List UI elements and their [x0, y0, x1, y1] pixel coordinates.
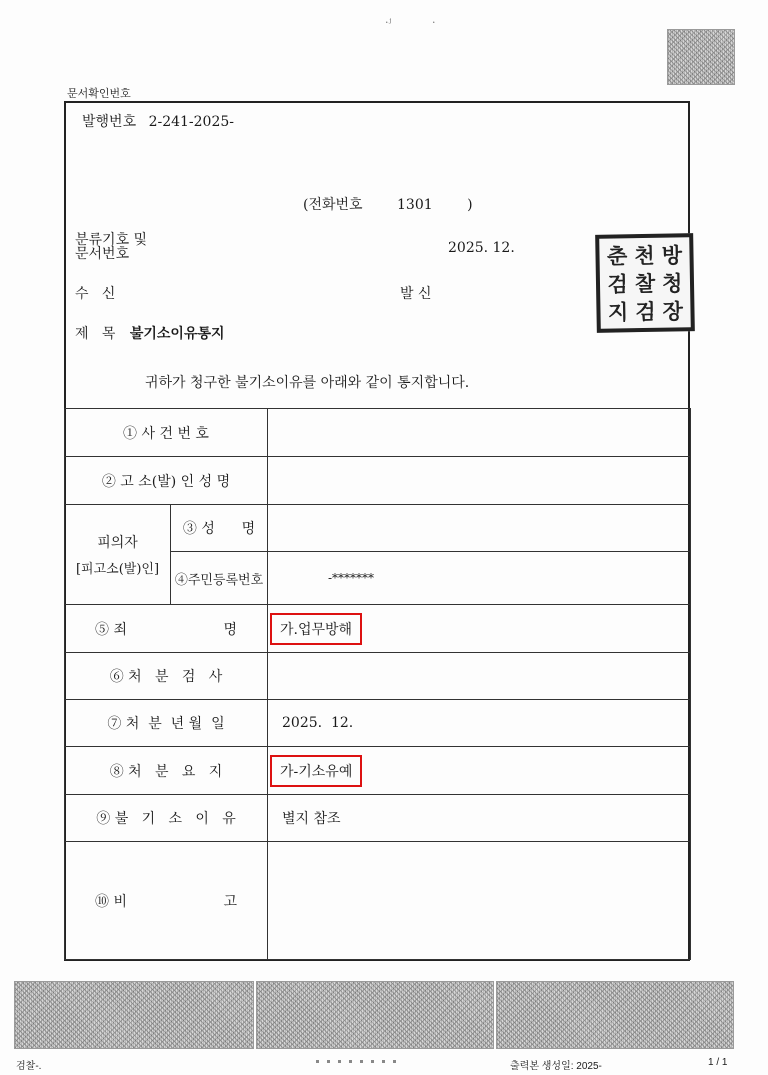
suspect-label-line2: [피고소(발)인]: [75, 562, 160, 577]
doc-confirm-label: 문서확인번호: [67, 87, 131, 100]
seal-char: 지: [607, 300, 629, 325]
seal-char: 방: [661, 243, 683, 268]
official-seal: [595, 233, 695, 333]
disposition-summary-value: 가-기소유예: [270, 755, 362, 787]
table-row: [65, 505, 691, 552]
sender-label: 발 신: [400, 286, 432, 302]
issue-number-label: 발행번호: [82, 114, 137, 130]
reason-value: 별지 참조: [268, 795, 691, 842]
qr-code-top: [667, 29, 735, 85]
seal-char: 춘: [606, 244, 628, 269]
prosecutor-label: ⑥ 처 분 검 사: [65, 653, 268, 700]
remarks-label-2: 고: [223, 893, 237, 910]
resident-id-value: -*******: [268, 552, 691, 605]
table-row: [65, 747, 691, 795]
disposition-date-label: ⑦ 처 분 년 월 일: [65, 700, 268, 747]
suspect-group-label: [65, 505, 171, 605]
qr-strip-right: [496, 981, 734, 1049]
verification-dots: [312, 1048, 400, 1067]
classification-label: [75, 233, 147, 261]
classification-label-line1: 분류기호 및: [75, 232, 148, 248]
resident-id-label: ④주민등록번호: [171, 552, 268, 605]
classification-label-line2: 문서번호: [75, 246, 130, 262]
qr-strip-left: [14, 981, 254, 1049]
name-value: [268, 505, 691, 552]
table-row: [65, 605, 691, 653]
prosecutor-value: [268, 653, 691, 700]
seal-char: 검: [635, 299, 656, 325]
charge-value: 가.업무방해: [270, 613, 362, 645]
table-row: [65, 457, 691, 505]
name-label: ③ 성 명: [171, 505, 268, 552]
case-number-value: [268, 409, 691, 457]
phone-value: 1301: [397, 197, 433, 213]
scan-mark: ·ʲ: [385, 16, 392, 29]
remarks-value: [268, 842, 691, 960]
phone-close: ): [467, 197, 473, 213]
disposition-summary-cell: [268, 747, 691, 795]
page-number: 1 / 1: [708, 1057, 728, 1068]
table-row: [65, 842, 691, 960]
disposition-summary-label: ⑧ 처 분 요 지: [65, 747, 268, 795]
recipient-label: 수 신: [75, 286, 116, 302]
remarks-label: [65, 842, 268, 960]
disposition-date-value: 2025. 12.: [268, 700, 691, 747]
intro-sentence: 귀하가 청구한 불기소이유를 아래와 같이 통지합니다.: [145, 375, 470, 391]
seal-char: 장: [662, 299, 684, 324]
table-row: [65, 795, 691, 842]
seal-char: 천: [634, 243, 655, 269]
qr-strip-middle: [256, 981, 494, 1049]
document-date: 2025. 12.: [448, 240, 515, 256]
table-row: [65, 700, 691, 747]
subject-label: 제 목: [75, 326, 116, 342]
table-row: [65, 653, 691, 700]
seal-char: 찰: [634, 271, 656, 297]
table-row: [65, 409, 691, 457]
phone-label: (전화번호: [303, 197, 363, 213]
phone-line: [303, 194, 473, 214]
issue-number-value: 2-241-2025-: [148, 114, 235, 130]
subject-line: [75, 323, 225, 343]
remarks-label-1: ⑩ 비: [95, 893, 127, 910]
footer-left: 검찰-.: [16, 1061, 42, 1072]
charge-label-1: ⑤ 죄: [95, 621, 127, 638]
scan-mark: ·: [432, 16, 436, 29]
printout-date: 출력본 생성일: 2025-: [510, 1061, 602, 1072]
charge-label: [65, 605, 268, 653]
issue-number: [82, 111, 234, 131]
seal-char: 검: [607, 272, 629, 297]
complainant-value: [268, 457, 691, 505]
seal-char: 청: [661, 271, 683, 296]
notice-table: [64, 408, 691, 960]
reason-label: ⑨ 불 기 소 이 유: [65, 795, 268, 842]
suspect-label-line1: 피의자: [97, 535, 138, 551]
complainant-label: ② 고 소(발) 인 성 명: [65, 457, 268, 505]
case-number-label: ① 사 건 번 호: [65, 409, 268, 457]
charge-label-2: 명: [223, 621, 237, 638]
subject-value: 불기소이유통지: [129, 326, 225, 342]
charge-value-cell: [268, 605, 691, 653]
